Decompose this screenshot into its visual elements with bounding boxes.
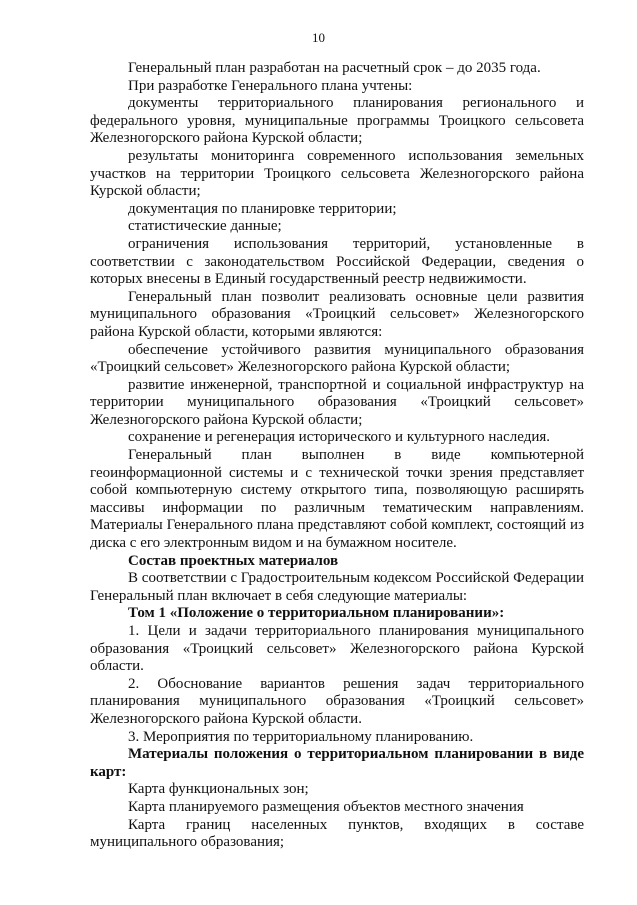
paragraph: документы территориального планирования регионального и федерального уровня, муниципальные программы Троицкого сельсовета Железногорского района Курской области; xyxy=(90,95,584,147)
paragraph: При разработке Генерального плана учтены: xyxy=(128,77,413,94)
maps-heading: Материалы положения о территориальном планировании в виде карт: xyxy=(90,746,584,780)
list-item: 3. Мероприятия по территориальному планированию. xyxy=(128,728,474,745)
list-item: 1. Цели и задачи территориального планирования муниципального образования «Троицкий сельсовет» Железногорского района Курской области. xyxy=(90,623,584,675)
paragraph: результаты мониторинга современного использования земельных участков на территории Троицкого сельсовета Железногорского района Курской области; xyxy=(90,147,584,200)
page-number: 10 xyxy=(312,30,325,45)
paragraph: Генеральный план позволит реализовать основные цели развития муниципального образования «Троицкий сельсовет» Железногорского района Курской области, которыми являются: xyxy=(90,288,584,340)
list-item: Карта функциональных зон; xyxy=(128,781,309,798)
paragraph: В соответствии с Градостроительным кодексом Российской Федерации Генеральный план включает в себя следующие материалы: xyxy=(90,570,584,604)
section-heading: Состав проектных материалов xyxy=(128,552,339,569)
paragraph: Генеральный план выполнен в виде компьютерной геоинформационной системы и с технической точки зрения представляет собой компьютерную систему открытого типа, позволяющую расширять массивы информации по различным тематическим направлениям. Материалы Генерального плана представляют собой комплект, состоящий из диска с его электронным видом и на бумажном носителе. xyxy=(90,447,584,552)
paragraph: статистические данные; xyxy=(128,218,282,235)
paragraph: документация по планировке территории; xyxy=(128,200,397,217)
paragraph: развитие инженерной, транспортной и социальной инфраструктур на территории муниципального образования «Троицкий сельсовет» Железногорского района Курской области; xyxy=(90,376,584,428)
list-item: Карта планируемого размещения объектов местного значения xyxy=(128,798,524,815)
document-body xyxy=(90,60,584,852)
paragraph: Генеральный план разработан на расчетный срок – до 2035 года. xyxy=(128,60,541,76)
list-item: Карта границ населенных пунктов, входящих в составе муниципального образования; xyxy=(90,816,584,851)
paragraph: сохранение и регенерация исторического и культурного наследия. xyxy=(128,429,550,446)
paragraph: обеспечение устойчивого развития муниципального образования «Троицкий сельсовет» Железногорского района Курской области; xyxy=(90,341,584,376)
volume-heading: Том 1 «Положение о территориальном планировании»: xyxy=(128,605,505,622)
list-item: 2. Обоснование вариантов решения задач территориального планирования муниципального образования «Троицкий сельсовет» Железногорского района Курской области. xyxy=(90,675,584,727)
paragraph: ограничения использования территорий, установленные в соответствии с законодательством Российской Федерации, сведения о которых внесены в Единый государственный реестр недвижимости. xyxy=(90,235,584,288)
